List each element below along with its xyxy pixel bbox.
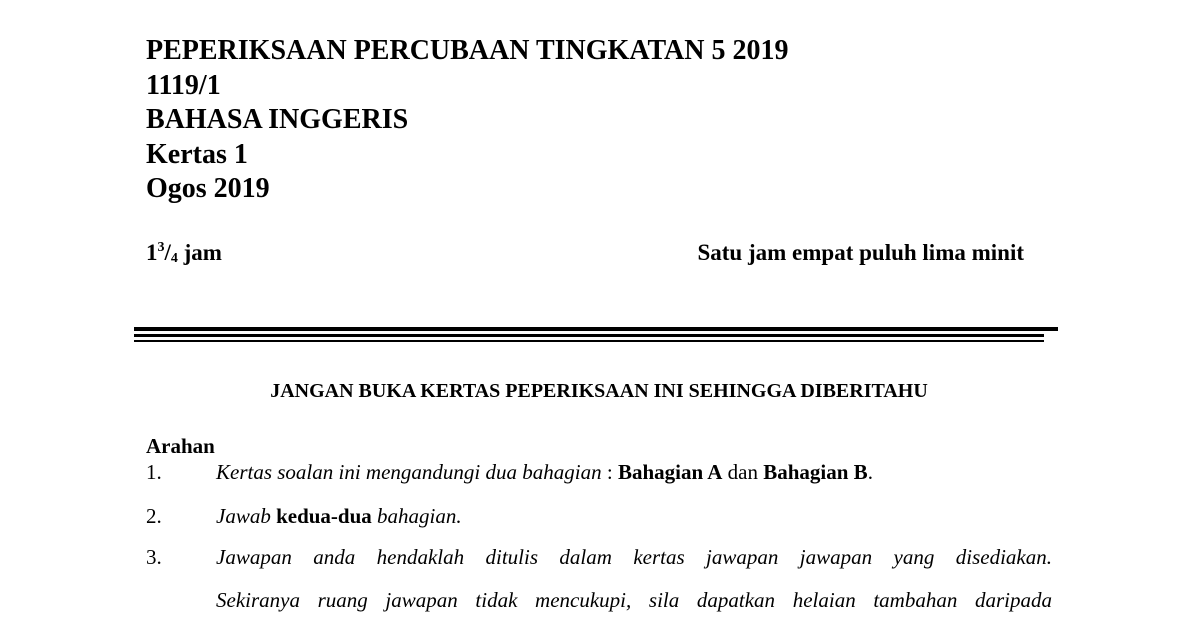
exam-header — [146, 34, 789, 207]
instruction-number: 1. — [146, 460, 162, 484]
instruction-text-part: Jawab — [216, 504, 277, 528]
exam-title: PEPERIKSAAN PERCUBAAN TINGKATAN 5 2019 — [146, 35, 789, 66]
instruction-item-1 — [146, 459, 1052, 485]
subject-name: BAHASA INGGERIS — [146, 104, 409, 135]
instruction-number: 3. — [146, 545, 162, 569]
instruction-item-2 — [146, 503, 1052, 529]
divider-rule-bottom — [134, 340, 1044, 342]
instruction-text-part: . — [867, 460, 873, 484]
duration-unit: jam — [177, 240, 222, 265]
duration-slash: / — [164, 240, 171, 265]
instruction-text-part: Kertas soalan ini mengandungi dua bahagian — [216, 460, 602, 484]
duration-numerator: 3 — [157, 240, 165, 255]
instruction-text — [216, 503, 1052, 529]
divider-rule-top — [134, 327, 1058, 331]
instruction-text-part: dan — [722, 460, 764, 484]
duration-words: Satu jam empat puluh lima minit — [697, 240, 1024, 265]
instruction-text-line-1: Jawapan anda hendaklah ditulis dalam kertas jawapan jawapan yang disediakan. — [216, 545, 1052, 569]
instruction-emphasis: kedua-dua — [276, 504, 372, 528]
do-not-open-warning: JANGAN BUKA KERTAS PEPERIKSAAN INI SEHINGGA DIBERITAHU — [270, 380, 928, 402]
instructions-title: Arahan — [146, 434, 215, 458]
instruction-text-part: bahagian. — [371, 504, 462, 528]
instruction-number: 2. — [146, 504, 162, 528]
instruction-section-a: Bahagian A — [617, 460, 723, 484]
instruction-section-b: Bahagian B — [763, 460, 868, 484]
duration-whole: 1 — [146, 240, 158, 265]
instruction-item-3 — [146, 544, 1052, 570]
instruction-item-3-continued — [146, 587, 1052, 613]
paper-code: 1119/1 — [146, 69, 221, 101]
instruction-text — [216, 459, 1052, 485]
instruction-text-line-2: Sekiranya ruang jawapan tidak mencukupi, sila dapatkan helaian tambahan daripada — [216, 588, 1052, 612]
exam-date: Ogos 2019 — [146, 173, 270, 204]
divider-rule-middle — [134, 334, 1044, 337]
duration-denominator: 4 — [170, 251, 178, 266]
paper-number: Kertas 1 — [146, 138, 248, 170]
duration-fraction — [146, 238, 222, 268]
instruction-text-part: : — [601, 460, 618, 484]
